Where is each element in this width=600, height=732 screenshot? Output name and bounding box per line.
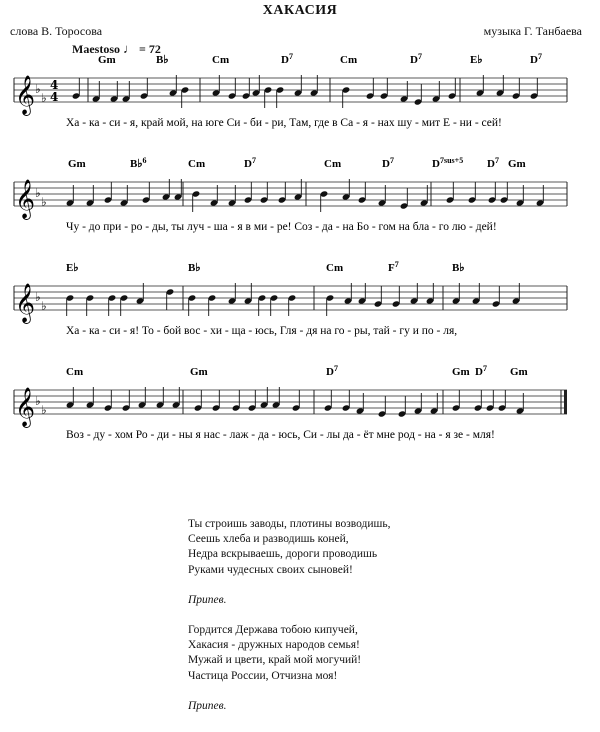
chord-symbol: $D^{7sus+5}$ bbox=[432, 156, 464, 170]
chord-symbol: $D^7$ bbox=[281, 52, 293, 66]
verse-line: Гордится Держава тобою кипучей, bbox=[188, 624, 358, 637]
flat-icon: ♭ bbox=[41, 403, 47, 417]
verse-line: Ты строишь заводы, плотины возводишь, bbox=[188, 518, 391, 530]
verse-line: Недра вскрываешь, дороги проводишь bbox=[188, 548, 378, 561]
final-barline bbox=[564, 390, 567, 414]
flat-icon: ♭ bbox=[35, 186, 41, 200]
refrain-label: Припев. bbox=[188, 699, 227, 712]
verse-line: Частица России, Отчизна моя! bbox=[188, 669, 338, 682]
time-signature-numerator: 4 bbox=[50, 78, 59, 92]
refrain-label: Припев. bbox=[188, 593, 227, 606]
chord-symbol: B♭ bbox=[188, 262, 201, 274]
chord-symbol: Gm bbox=[98, 54, 116, 66]
chord-symbol: E♭ bbox=[66, 262, 79, 274]
chord-symbol: Cm bbox=[188, 158, 206, 170]
chord-symbol: Cm bbox=[324, 158, 342, 170]
treble-clef-icon: 𝄞 bbox=[15, 387, 36, 427]
chord-symbol: Cm bbox=[340, 54, 358, 66]
chord-symbol: E♭ bbox=[470, 54, 483, 66]
treble-clef-icon: 𝄞 bbox=[15, 179, 36, 219]
chord-symbol: Gm bbox=[190, 366, 208, 378]
song-title: ХАКАСИЯ bbox=[262, 3, 338, 18]
chord-symbol: $D^7$ bbox=[410, 52, 422, 66]
chord-symbol: Gm bbox=[68, 158, 86, 170]
chord-symbol: $D^7$ bbox=[382, 156, 394, 170]
treble-clef-icon: 𝄞 bbox=[15, 283, 36, 323]
verse-line: Хакасия - дружных народов семья! bbox=[188, 639, 360, 652]
chord-symbol: $D^7$ bbox=[487, 156, 499, 170]
tempo-word: Maestoso bbox=[72, 42, 120, 56]
lyric-line: Чу - до при - ро - ды, ты луч - ша - я в ми - ре! Соз - да - на Бо - гом на бла - го лю - дей! bbox=[66, 221, 497, 233]
chord-symbol: $D^7$ bbox=[475, 364, 487, 378]
chord-symbol: $D^7$ bbox=[244, 156, 256, 170]
chord-symbol: $D^7$ bbox=[530, 52, 542, 66]
chord-symbol: B♭ bbox=[452, 262, 465, 274]
lyric-line: Ха - ка - си - я! То - бой вос - хи - ща - юсь, Гля - дя на го - ры, тай - гу и по - ля, bbox=[66, 325, 458, 337]
verse-line: Руками чудесных своих сыновей! bbox=[188, 563, 353, 576]
flat-icon: ♭ bbox=[41, 91, 47, 105]
chord-symbol: Gm bbox=[510, 366, 528, 378]
chord-symbol: B♭$^6$ bbox=[130, 156, 147, 170]
chord-symbol: Gm bbox=[508, 158, 526, 170]
chord-symbol: B♭ bbox=[156, 54, 169, 66]
chord-symbol: Cm bbox=[66, 366, 84, 378]
flat-icon: ♭ bbox=[35, 82, 41, 96]
flat-icon: ♭ bbox=[41, 299, 47, 313]
time-signature-denominator: 4 bbox=[50, 90, 59, 104]
chord-symbol: $F^7$ bbox=[388, 260, 399, 274]
chord-symbol: $D^7$ bbox=[326, 364, 338, 378]
chord-symbol: Cm bbox=[212, 54, 230, 66]
treble-clef-icon: 𝄞 bbox=[15, 75, 36, 115]
lyric-line: Воз - ду - хом Ро - ди - ны я нас - лаж - да - юсь, Си - лы да - ёт мне род - на - я зе - мля! bbox=[66, 429, 495, 441]
chord-symbol: Gm bbox=[452, 366, 470, 378]
flat-icon: ♭ bbox=[35, 394, 41, 408]
verse-line: Мужай и цвети, край мой могучий! bbox=[188, 654, 362, 667]
verse-line: Сеешь хлеба и разводишь коней, bbox=[188, 533, 349, 546]
lyric-line: Ха - ка - си - я, край мой, на юге Си - би - ри, Там, где в Са - я - нах шу - мит Е - ни - сей! bbox=[66, 117, 502, 129]
chord-symbol: Cm bbox=[326, 262, 344, 274]
quarter-note-icon: ♩ bbox=[123, 41, 136, 56]
tempo-value: = 72 bbox=[139, 42, 161, 56]
flat-icon: ♭ bbox=[35, 290, 41, 304]
additional-verses bbox=[188, 517, 391, 714]
flat-icon: ♭ bbox=[41, 195, 47, 209]
lyricist-credit: слова В. Торосова bbox=[10, 24, 103, 38]
composer-credit: музыка Г. Танбаева bbox=[483, 24, 582, 38]
